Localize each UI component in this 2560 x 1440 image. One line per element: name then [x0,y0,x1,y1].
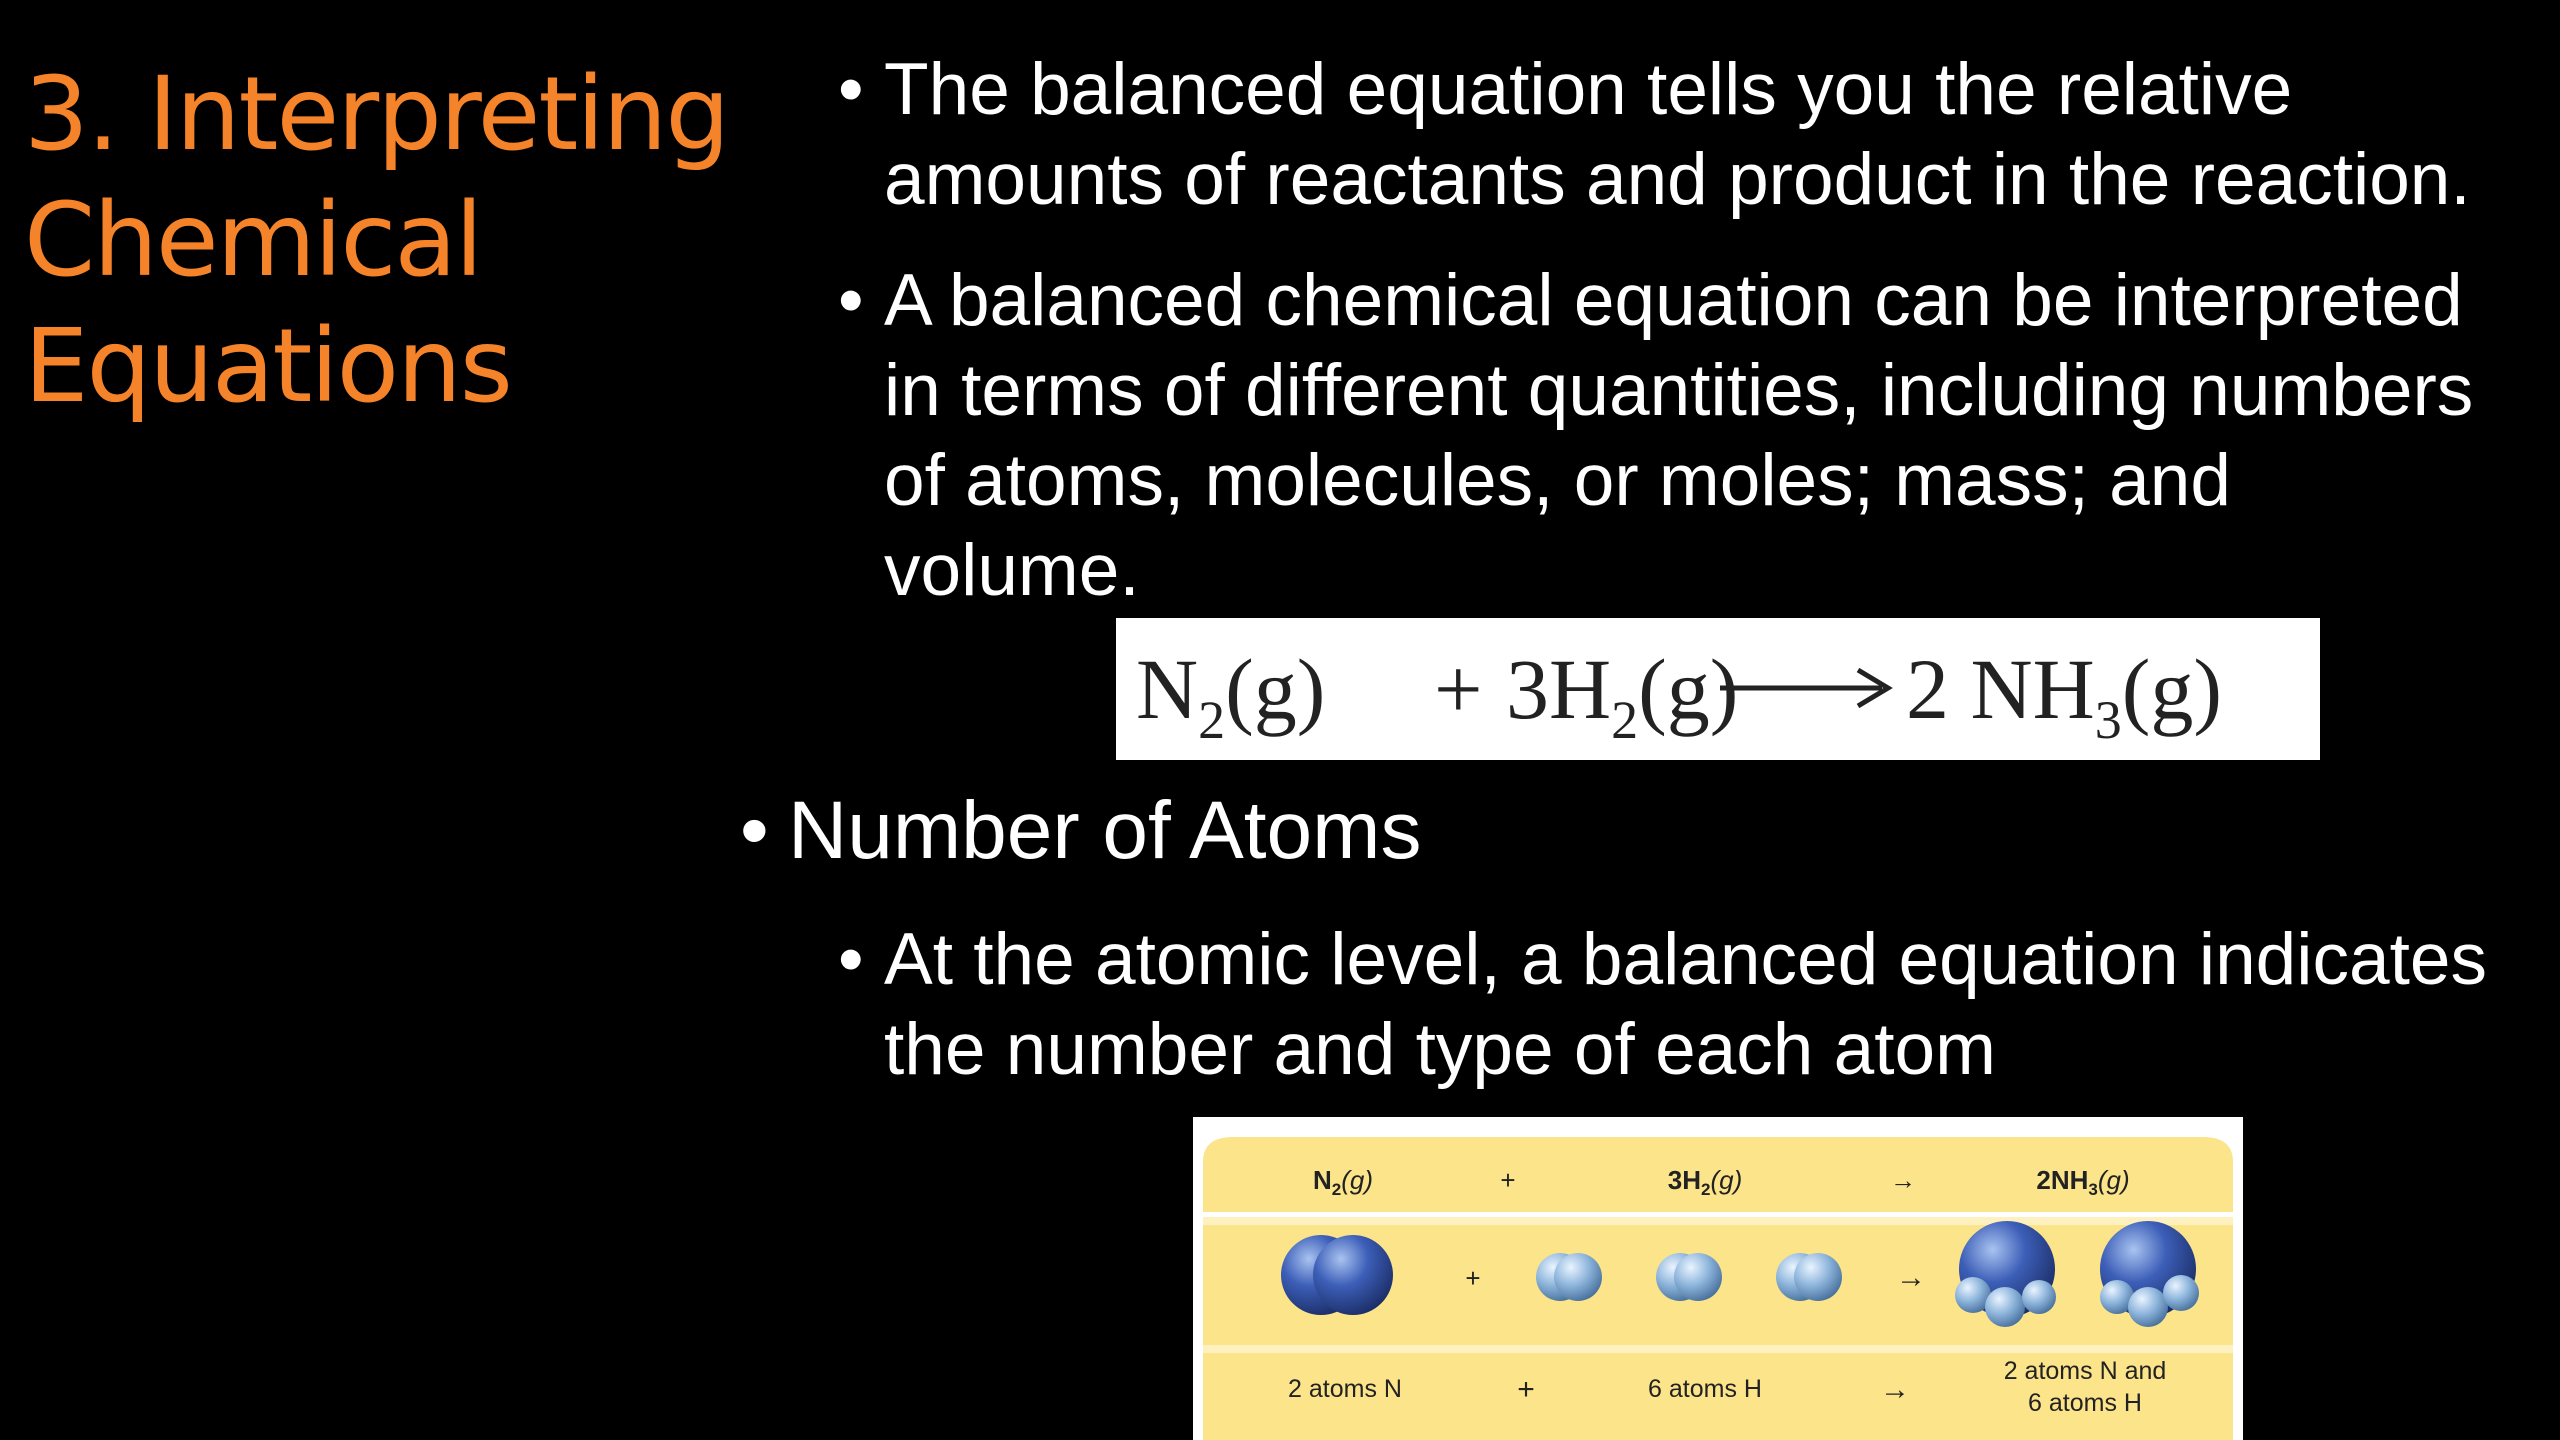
bullet-text-line: Number of Atoms [788,785,1422,876]
molecule-arrow: → [1896,1261,1926,1294]
svg-text:3H2(g) [1506,641,1738,750]
svg-text:2 NH3(g) [1906,641,2222,750]
molecule-figure [1193,1117,2243,1440]
molecule-figure-svg [1193,1117,2243,1440]
equation-image [1116,618,2320,760]
slide-title [24,52,744,430]
bullet-text-line: A balanced chemical equation can be interpreted [884,260,2463,341]
bullet-text-line: At the atomic level, a balanced equation indicates [884,919,2487,1000]
footer-product-line1: 2 atoms N and [2003,1357,2167,1385]
eq-reactant1-sub: 2 [1198,690,1226,750]
bullet-dot: • [838,919,864,1000]
title-line: Equations [24,307,511,426]
bullet-text-line: volume. [884,530,1140,611]
eq-product-sub: 3 [2094,690,2122,750]
footer-arrow: → [1880,1373,1910,1406]
header-plus: + [1500,1165,1516,1195]
bullet-text-line: The balanced equation tells you the relative [884,49,2293,130]
h2-molecule [1776,1253,1842,1301]
svg-text:N2(g) [1136,641,1325,750]
title-line: Chemical [24,181,482,300]
header-divider [1203,1217,2233,1225]
footer-n-atoms: 2 atoms N [1288,1375,1402,1403]
eq-reactant2-state: (g) [1638,641,1739,737]
footer-divider [1203,1345,2233,1353]
header-nh3: $2NH_3(g)$ [2036,1165,2130,1199]
n2-molecule [1281,1235,1393,1315]
header-h2: $3H_2(g)$ [1667,1165,1743,1199]
bullet-text-line: of atoms, molecules, or moles; mass; and [884,440,2231,521]
bullet-dot: • [838,49,864,130]
eq-reactant2: 3H [1506,641,1612,737]
eq-product: 2 NH [1906,641,2095,737]
eq-product-state: (g) [2121,641,2222,737]
h2-molecule [1536,1253,1602,1301]
bullet-number-of-atoms [740,785,1422,876]
eq-reactant1: N [1136,641,1199,737]
bullet-quantities [838,256,2474,616]
footer-h-atoms: 6 atoms H [1648,1375,1762,1403]
bullet-dot: • [740,785,769,876]
bullet-text-line: amounts of reactants and product in the reaction. [884,139,2471,220]
header-arrow: → [1890,1165,1916,1195]
bullet-atomic-level [838,915,2487,1095]
molecule-plus: + [1465,1263,1481,1293]
equation-svg [1116,618,2320,760]
footer-plus: + [1517,1373,1535,1406]
title-line: 3. Interpreting [24,55,729,174]
footer-product-line2: 6 atoms H [2028,1389,2142,1417]
eq-plus: + [1434,641,1483,737]
bullet-text-line: the number and type of each atom [884,1009,1996,1090]
eq-reactant1-state: (g) [1225,641,1326,737]
h2-molecule [1656,1253,1722,1301]
header-n2: $N_2(g)$ [1312,1165,1374,1199]
bullet-relative-amounts [838,45,2471,225]
bullet-text-line: in terms of different quantities, including numbers [884,350,2474,431]
eq-reactant2-sub: 2 [1611,690,1639,750]
bullet-dot: • [838,260,864,341]
